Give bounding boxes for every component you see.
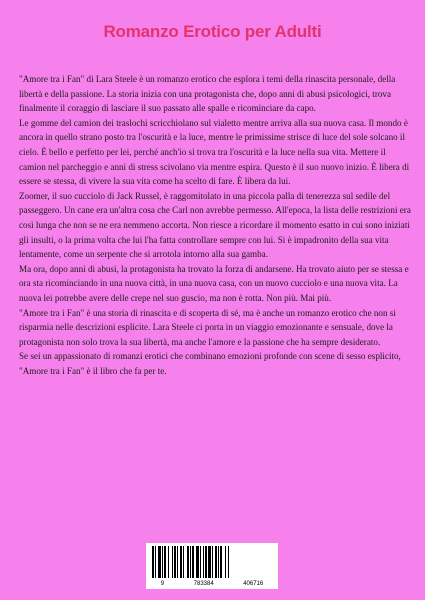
paragraph: "Amore tra i Fan" di Lara Steele è un romanzo erotico che esplora i temi della rinascita personale, della libertà e della passione. La storia inizia con una protagonista che, dopo anni di abusi psicologici, trova finalmente il coraggio di lasciare il suo passato alle spalle e ricominciare da capo. <box>19 74 396 114</box>
barcode-digit-group: 9 <box>160 581 165 587</box>
book-title: Romanzo Erotico per Adulti <box>103 22 322 41</box>
paragraph: Le gomme del camion dei traslochi scricchiolano sul vialetto mentre arriva alla sua nuova casa. Il mondo è ancora in quello strano posto tra l'oscurità e la luce, mentre le primissime strisce di luce del sole solcano il cielo. È bello e perfetto per lei, perché anch'io si trova tra l'oscurità e la luce nella sua vita. Mettere il camion nel parcheggio e anni di stress scivolano via mentre espira. Questo è il suo nuovo inizio. È libera di essere se stessa, di vivere la sua vita come ha scelto di fare. È libera da lui. <box>19 117 410 187</box>
cover-header <box>0 22 425 42</box>
book-description <box>19 72 411 378</box>
isbn-barcode <box>146 543 278 589</box>
barcode-bars <box>146 543 278 581</box>
barcode-digits <box>146 581 278 587</box>
paragraph: Ma ora, dopo anni di abusi, la protagonista ha trovato la forza di andarsene. Ha trovato aiuto per se stessa e ora sta ricominciando in una nuova città, in una nuova casa, con un nuovo cucciolo e una nuova vita. La nuova lei potrebbe avere delle crepe nel suo guscio, ma non è rotta. Non più. Mai più. <box>19 263 409 303</box>
barcode-digit-group: 406716 <box>243 581 264 587</box>
paragraph: Zoomer, il suo cucciolo di Jack Russel, è raggomitolato in una piccola palla di tenerezza sul sedile del passeggero. Un cane era un'altra cosa che Carl non avrebbe permesso. All'epoca, la lista delle restrizioni era così lunga che non se ne era nemmeno accorta. Non riesce a ricordare il momento esatto in cui sono iniziati gli insulti, o la prima volta che lui l'ha fatta controllare sempre con lui. Si è impadronito della sua vita lentamente, come un serpente che si arrotola intorno alla sua gamba. <box>19 190 411 260</box>
paragraph: Se sei un appassionato di romanzi erotici che combinano emozioni profonde con scene di sesso esplicito, "Amore tra i Fan" è il libro che fa per te. <box>19 351 401 376</box>
paragraph: "Amore tra i Fan" è una storia di rinascita e di scoperta di sé, ma è anche un romanzo erotico che non si risparmia nelle descrizioni esplicite. Lara Steele ci porta in un viaggio emozionante e sensuale, dove la protagonista non solo trova la sua libertà, ma anche l'amore e la passione che ha sempre desiderato. <box>19 307 396 347</box>
barcode-digit-group: 783384 <box>193 581 214 587</box>
